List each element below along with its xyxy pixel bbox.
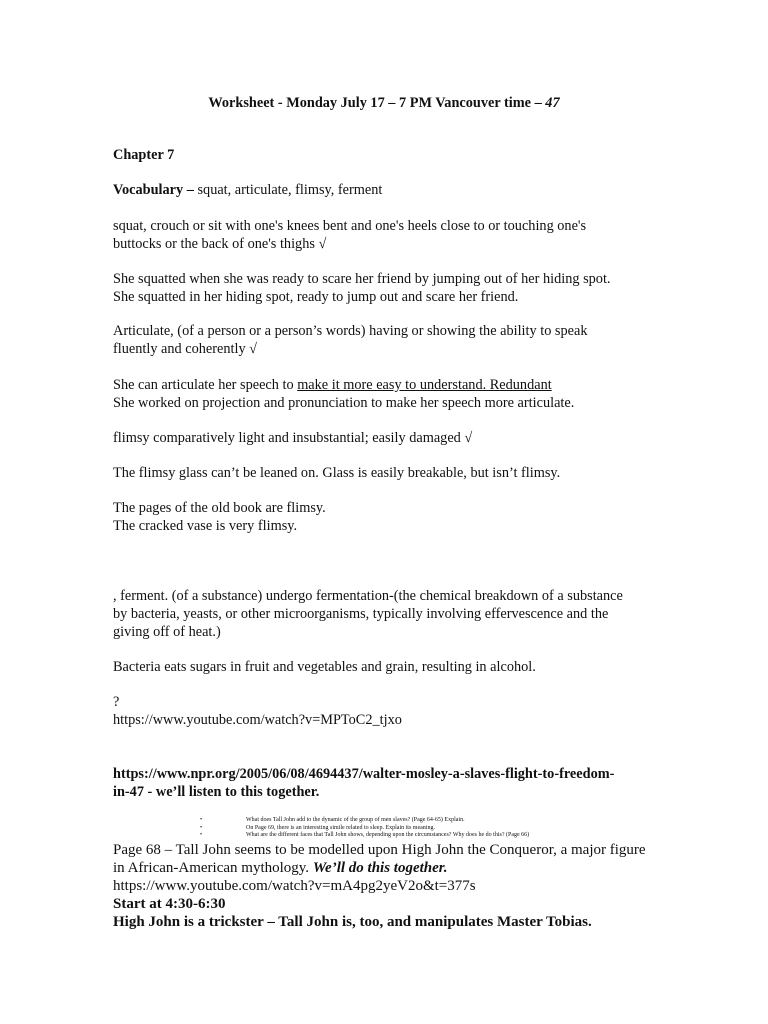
bullet-text: What does Tall John add to the dynamic of the group of men slaves? (Page 64-65) Explain. (246, 817, 465, 823)
bullet-item (200, 825, 529, 833)
bullet-text: What are the different faces that Tall John shows, depending upon the circumstances? Why does he do this? (Page 66) (246, 832, 530, 838)
page68-line2-text: in African-American mythology. (113, 860, 313, 876)
flimsy-example-3: The cracked vase is very flimsy. (113, 518, 298, 534)
articulate-definition-line2: fluently and coherently √ (113, 341, 258, 357)
page68-line2 (113, 859, 448, 878)
vocabulary-line (113, 181, 382, 199)
squat-example-2: She squatted in her hiding spot, ready to jump out and scare her friend. (113, 289, 519, 305)
question-mark: ? (113, 694, 120, 710)
bullet-item (200, 832, 529, 840)
trickster-note: High John is a trickster – Tall John is, too, and manipulates Master Tobias. (113, 914, 592, 930)
bullet-text: On Page 69, there is an interesting simile related to sleep. Explain its meaning. (246, 824, 435, 831)
youtube-link-2[interactable]: https://www.youtube.com/watch?v=mA4pg2yeV2o&t=377s (113, 878, 476, 894)
ferment-definition-line3: giving off of heat.) (113, 624, 221, 640)
articulate-definition-line1: Articulate, (of a person or a person’s words) having or showing the ability to speak (113, 323, 588, 339)
flimsy-example-1: The flimsy glass can’t be leaned on. Glass is easily breakable, but isn’t flimsy. (113, 465, 561, 481)
articulate-example-2: She worked on projection and pronunciation to make her speech more articulate. (113, 395, 575, 411)
chapter-heading: Chapter 7 (113, 147, 175, 163)
ferment-example-1: Bacteria eats sugars in fruit and vegetables and grain, resulting in alcohol. (113, 659, 536, 675)
start-time: Start at 4:30-6:30 (113, 896, 226, 912)
vocabulary-words: squat, articulate, flimsy, ferment (193, 182, 383, 198)
bullet-marker: • (200, 817, 203, 823)
youtube-link-1[interactable]: https://www.youtube.com/watch?v=MPToC2_tjxo (113, 712, 402, 728)
squat-example-1: She squatted when she was ready to scare her friend by jumping out of her hiding spot. (113, 271, 611, 287)
squat-definition-line1: squat, crouch or sit with one's knees bent and one's heels close to or touching one's (113, 218, 587, 234)
title-text: Worksheet - Monday July 17 – 7 PM Vancouver time – (208, 95, 546, 111)
ferment-definition-line2: by bacteria, yeasts, or other microorganisms, typically involving effervescence and the (113, 606, 609, 622)
articulate-example-1-text: She can articulate her speech to (113, 377, 298, 393)
ferment-definition-line1: , ferment. (of a substance) undergo fermentation-(the chemical breakdown of a substance (113, 588, 623, 604)
articulate-example-1 (113, 376, 552, 394)
npr-link-line1[interactable]: https://www.npr.org/2005/06/08/4694437/walter-mosley-a-slaves-flight-to-freedom- (113, 766, 615, 782)
npr-link-line2: in-47 - we’ll listen to this together. (113, 784, 320, 800)
bullet-item (200, 817, 529, 825)
squat-definition-line2: buttocks or the back of one's thighs √ (113, 236, 327, 252)
worksheet-title (0, 94, 768, 112)
flimsy-example-2: The pages of the old book are flimsy. (113, 500, 326, 516)
vocabulary-label: Vocabulary – (113, 182, 194, 198)
flimsy-definition: flimsy comparatively light and insubstantial; easily damaged √ (113, 430, 473, 446)
bullet-marker: • (200, 824, 203, 831)
title-number: 47 (545, 95, 560, 111)
page68-emphasis: We’ll do this together. (312, 860, 448, 876)
question-bullets (200, 817, 529, 840)
articulate-example-1-underlined: make it more easy to understand. Redundant (297, 377, 552, 393)
page68-line1: Page 68 – Tall John seems to be modelled upon High John the Conqueror, a major figure (113, 842, 646, 858)
bullet-marker: • (200, 832, 203, 838)
